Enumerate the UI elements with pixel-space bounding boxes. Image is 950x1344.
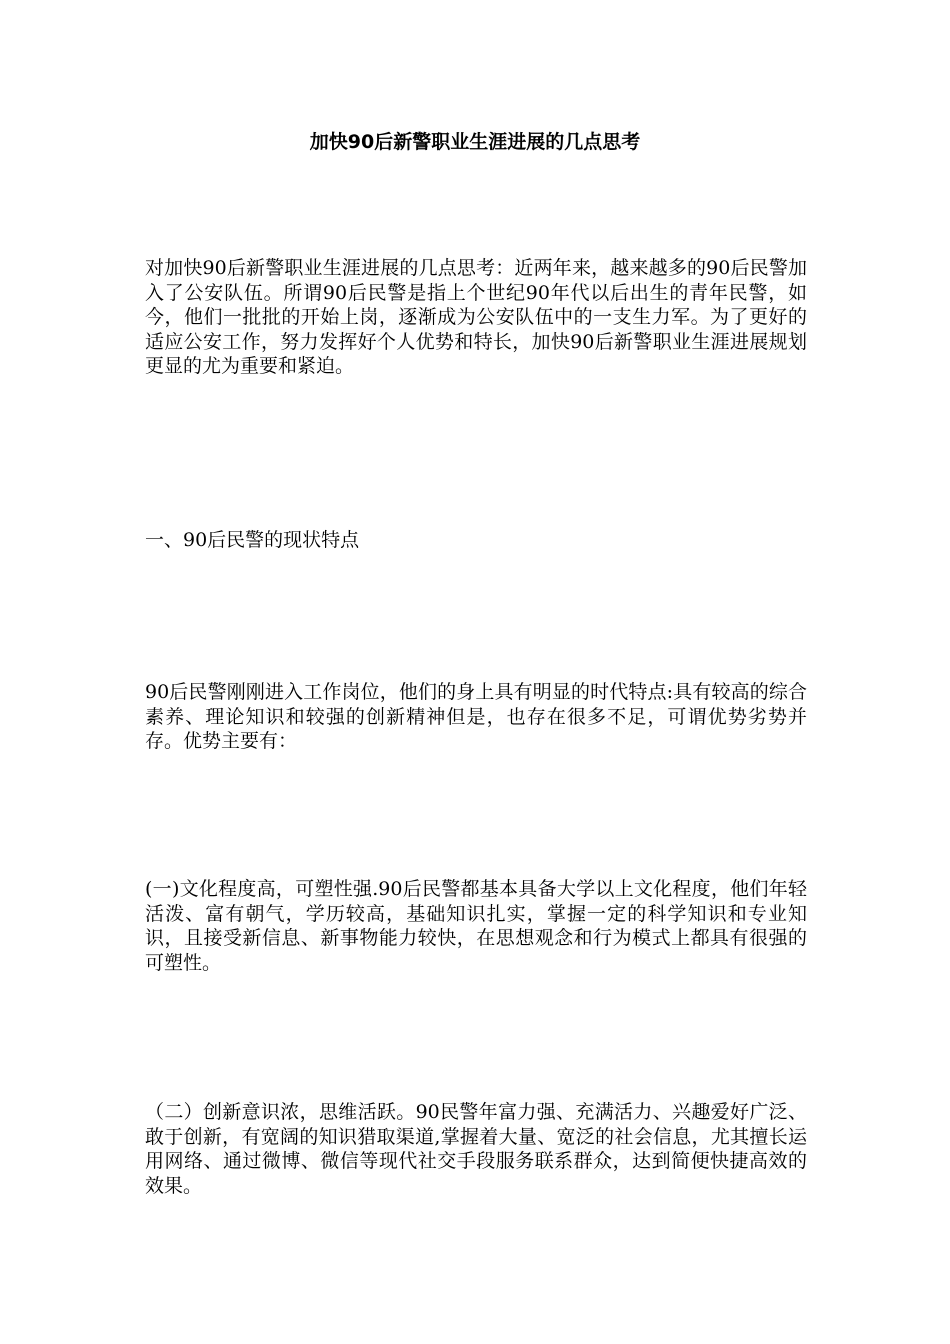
document-title: 加快90后新警职业生涯进展的几点思考 <box>309 131 641 153</box>
section-heading: 一、90后民警的现状特点 <box>145 529 360 551</box>
advantage-one-paragraph: (一)文化程度高，可塑性强.90后民警都基本具备大学以上文化程度，他们年轻活泼、富有朝气，学历较高，基础知识扎实，掌握一定的科学知识和专业知识，且接受新信息、新事物能力较快，在思想观念和行为模式上都具有很强的可塑性。 <box>145 878 807 974</box>
intro-paragraph: 对加快90后新警职业生涯进展的几点思考：近两年来，越来越多的90后民警加入了公安队伍。所谓90后民警是指上个世纪90年代以后出生的青年民警，如今，他们一批批的开始上岗，逐渐成为公安队伍中的一支生力军。为了更好的适应公安工作，努力发挥好个人优势和特长，加快90后新警职业生涯进展规划更显的尤为重要和紧迫。 <box>145 257 807 377</box>
status-paragraph: 90后民警刚刚进入工作岗位，他们的身上具有明显的时代特点:具有较高的综合素养、理论知识和较强的创新精神但是，也存在很多不足，可谓优势劣势并存。优势主要有： <box>145 681 807 752</box>
advantage-two-paragraph: （二）创新意识浓，思维活跃。90民警年富力强、充满活力、兴趣爱好广泛、敢于创新，有宽阔的知识猎取渠道,掌握着大量、宽泛的社会信息，尤其擅长运用网络、通过微博、微信等现代社交手段服务联系群众，达到简便快捷高效的效果。 <box>145 1101 807 1197</box>
